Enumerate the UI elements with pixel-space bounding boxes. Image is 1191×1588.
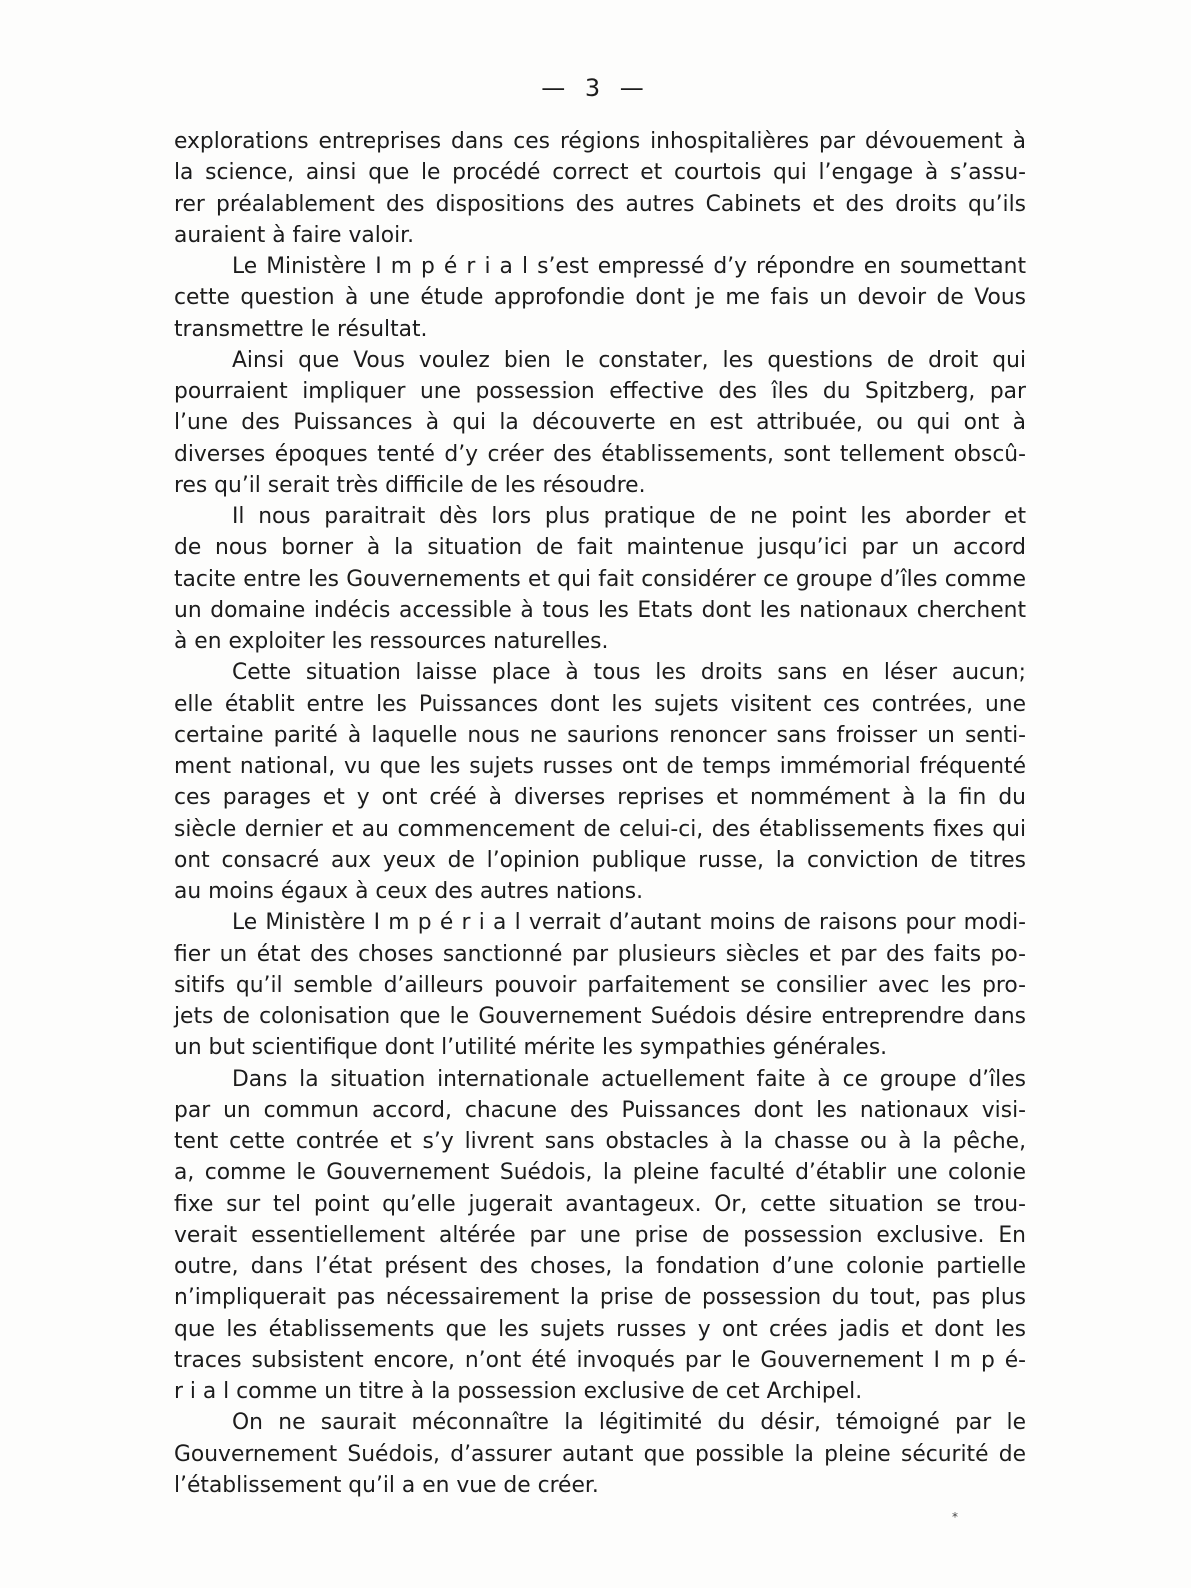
text-line: l’une des Puissances à qui la découverte en est attribuée, ou qui ont à — [174, 410, 1026, 436]
text-line: tent cette contrée et s’y livrent sans obstacles à la chasse ou à la pêche, — [174, 1129, 1026, 1154]
text-line: Gouvernement Suédois, d’assurer autant que possible la pleine sécurité de — [174, 1441, 1026, 1467]
text-line: auraient à faire valoir. — [174, 222, 415, 248]
text-line: ces parages et y ont créé à diverses reprises et nommément à la fin du — [174, 785, 1026, 811]
text-line: par un commun accord, chacune des Puissances dont les nationaux visi- — [174, 1097, 1026, 1123]
text-line: que les établissements que les sujets russes y ont crées jadis et dont les — [174, 1316, 1026, 1342]
text-line: elle établit entre les Puissances dont les sujets visitent ces contrées, une — [174, 691, 1026, 717]
text-line: verait essentiellement altérée par une prise de possession exclusive. En — [174, 1222, 1026, 1248]
text-line: explorations entreprises dans ces régions inhospitalières par dévouement à — [174, 129, 1026, 154]
text-line: cette question à une étude approfondie dont je me fais un devoir de Vous — [174, 285, 1026, 311]
text-line: au moins égaux à ceux des autres nations. — [174, 879, 644, 904]
text-line: à en exploiter les ressources naturelles. — [174, 629, 609, 654]
paragraph-first-line: Le Ministère I m p é r i a l s’est empressé d’y répondre en soumettant — [232, 254, 1026, 279]
text-line: la science, ainsi que le procédé correct et courtois qui l’engage à s’assu- — [174, 160, 1026, 186]
text-line: r i a l comme un titre à la possession exclusive de cet Archipel. — [174, 1379, 863, 1404]
text-line: diverses époques tenté d’y créer des établissements, sont tellement obscû- — [174, 441, 1026, 467]
text-line: siècle dernier et au commencement de celui-ci, des établissements fixes qui — [174, 816, 1026, 842]
text-line: n’impliquerait pas nécessairement la prise de possession du tout, pas plus — [174, 1285, 1026, 1311]
text-line: ont consacré aux yeux de l’opinion publique russe, la conviction de titres — [174, 847, 1026, 873]
paragraph-first-line: Ainsi que Vous voulez bien le constater, les questions de droit qui — [232, 347, 1026, 373]
text-line: res qu’il serait très difficile de les résoudre. — [174, 472, 646, 498]
body-text — [174, 126, 1026, 1501]
text-line: un but scientifique dont l’utilité mérite les sympathies générales. — [174, 1035, 888, 1061]
text-line: fixe sur tel point qu’elle jugerait avantageux. Or, cette situation se trou- — [174, 1191, 1026, 1217]
text-line: ment national, vu que les sujets russes ont de temps immémorial fréquenté — [174, 754, 1026, 779]
paragraph-first-line: Cette situation laisse place à tous les droits sans en léser aucun; — [232, 660, 1026, 686]
paragraph-first-line: Il nous paraitrait dès lors plus pratique de ne point les aborder et — [232, 504, 1026, 529]
paragraph-first-line: Dans la situation internationale actuellement faite à ce groupe d’îles — [232, 1066, 1026, 1092]
text-line: outre, dans l’état présent des choses, la fondation d’une colonie partielle — [174, 1254, 1026, 1279]
page-number: — 3 — — [541, 74, 650, 102]
text-line: a, comme le Gouvernement Suédois, la pleine faculté d’établir une colonie — [174, 1160, 1026, 1186]
text-line: traces subsistent encore, n’ont été invoqués par le Gouvernement I m p é- — [174, 1347, 1026, 1373]
text-line: l’établissement qu’il a en vue de créer. — [174, 1472, 599, 1498]
text-line: un domaine indécis accessible à tous les Etats dont les nationaux cherchent — [174, 597, 1026, 623]
text-line: jets de colonisation que le Gouvernement Suédois désire entreprendre dans — [174, 1004, 1026, 1029]
paragraph-first-line: On ne saurait méconnaître la légitimité du désir, témoigné par le — [232, 1410, 1026, 1436]
text-line: sitifs qu’il semble d’ailleurs pouvoir parfaitement se consilier avec les pro- — [174, 972, 1026, 998]
text-line: certaine parité à laquelle nous ne saurions renoncer sans froisser un senti- — [174, 722, 1026, 748]
paragraph-first-line: Le Ministère I m p é r i a l verrait d’autant moins de raisons pour modi- — [232, 910, 1026, 936]
text-line: fier un état des choses sanctionné par plusieurs siècles et par des faits po- — [174, 941, 1026, 967]
text-line: rer préalablement des dispositions des autres Cabinets et des droits qu’ils — [174, 191, 1026, 217]
text-line: tacite entre les Gouvernements et qui fait considérer ce groupe d’îles comme — [174, 566, 1026, 592]
asterisk-ornament: * — [952, 1510, 958, 1524]
text-line: de nous borner à la situation de fait maintenue jusqu’ici par un accord — [174, 535, 1026, 561]
text-line: pourraient impliquer une possession effective des îles du Spitzberg, par — [174, 379, 1026, 404]
text-line: transmettre le résultat. — [174, 316, 428, 342]
